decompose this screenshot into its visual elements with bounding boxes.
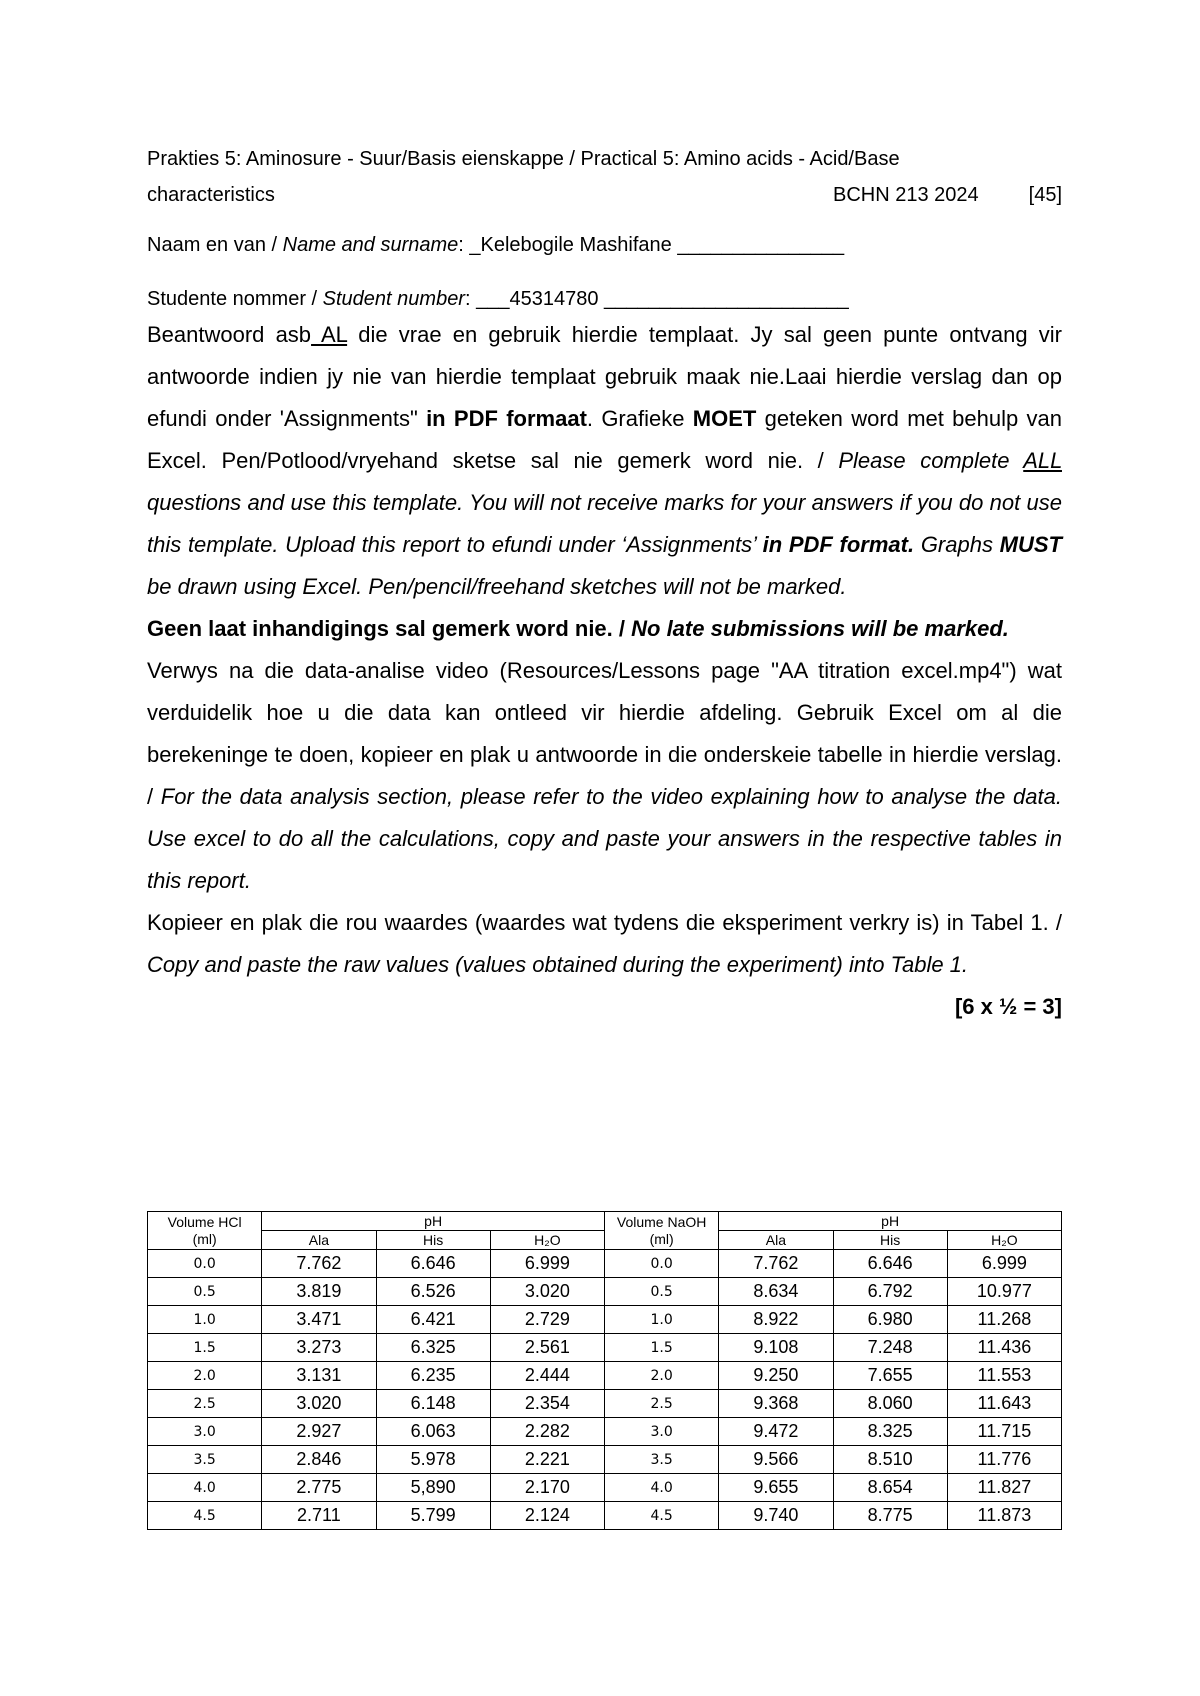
table-cell-h1: 5.978	[376, 1446, 490, 1474]
table-cell-h2: 6.980	[833, 1306, 947, 1334]
table-cell-naoh: 1.0	[605, 1306, 719, 1334]
table-cell-w2: 10.977	[947, 1278, 1061, 1306]
table-row	[148, 1362, 1062, 1390]
table-cell-w2: 6.999	[947, 1250, 1061, 1278]
table-cell-w2: 11.873	[947, 1502, 1061, 1530]
col-his: His	[376, 1231, 490, 1250]
table-cell-hcl: 2.0	[148, 1362, 262, 1390]
table-cell-a2: 8.634	[719, 1278, 833, 1306]
table-cell-naoh: 0.0	[605, 1250, 719, 1278]
table-cell-w2: 11.715	[947, 1418, 1061, 1446]
table-cell-hcl: 4.5	[148, 1502, 262, 1530]
col-ala: Ala	[719, 1231, 833, 1250]
table-cell-h1: 5,890	[376, 1474, 490, 1502]
table-cell-h2: 8.510	[833, 1446, 947, 1474]
table-cell-hcl: 0.5	[148, 1278, 262, 1306]
naoh-volume-header: Volume NaOH (ml)	[605, 1212, 719, 1250]
table-cell-h2: 6.646	[833, 1250, 947, 1278]
table-cell-h2: 8.325	[833, 1418, 947, 1446]
table-cell-hcl: 1.0	[148, 1306, 262, 1334]
col-h2o: H₂O	[490, 1231, 604, 1250]
analysis-note-paragraph: Verwys na die data-analise video (Resources/Lessons page "AA titration excel.mp4") wat verduidelik hoe u die data kan ontleed vir hierdie afdeling. Gebruik Excel om al die berekeninge te doen, kopieer en plak u antwoorde in die onderskeie tabelle in hierdie verslag. / For the data analysis section, please refer to the video explaining how to analyse the data. Use excel to do all the calculations, copy and paste your answers in the respective tables in this report.	[147, 658, 1062, 893]
table-cell-h2: 7.655	[833, 1362, 947, 1390]
name-value: : _Kelebogile Mashifane _______________	[458, 234, 845, 256]
table-cell-naoh: 2.0	[605, 1362, 719, 1390]
table-cell-w1: 2.561	[490, 1334, 604, 1362]
table-cell-a1: 2.927	[262, 1418, 376, 1446]
table-marks: [6 x ½ = 3]	[954, 994, 1062, 1019]
practical-title: Prakties 5: Aminosure - Suur/Basis eienskappe / Practical 5: Amino acids - Acid/Base	[147, 148, 900, 170]
table-cell-a2: 8.922	[719, 1306, 833, 1334]
table-cell-h2: 8.654	[833, 1474, 947, 1502]
table-row	[148, 1278, 1062, 1306]
table-cell-hcl: 3.0	[148, 1418, 262, 1446]
ph-header-hcl: pH	[262, 1212, 605, 1231]
table-cell-a1: 2.711	[262, 1502, 376, 1530]
table-cell-w2: 11.553	[947, 1362, 1061, 1390]
table-cell-a1: 3.819	[262, 1278, 376, 1306]
table-instruction-paragraph: Kopieer en plak die rou waardes (waardes wat tydens die eksperiment verkry is) in Tabel 1. / Copy and paste the raw values (values obtained during the experiment) into Table 1. [6 x ½ = 3]	[147, 902, 1062, 986]
table-cell-a2: 9.250	[719, 1362, 833, 1390]
table-cell-w1: 6.999	[490, 1250, 604, 1278]
table-cell-a1: 3.131	[262, 1362, 376, 1390]
table-cell-w1: 2.282	[490, 1418, 604, 1446]
table-row	[148, 1306, 1062, 1334]
student-number-value: : ___45314780 ______________________	[464, 288, 849, 310]
table-cell-w1: 2.221	[490, 1446, 604, 1474]
table-cell-h1: 5.799	[376, 1502, 490, 1530]
table-cell-a1: 2.846	[262, 1446, 376, 1474]
table-cell-naoh: 4.0	[605, 1474, 719, 1502]
total-marks: [45]	[1028, 184, 1062, 206]
title-continuation: characteristics	[147, 184, 275, 206]
table-cell-hcl: 1.5	[148, 1334, 262, 1362]
table-cell-h1: 6.063	[376, 1418, 490, 1446]
student-number-field: Studente nommer / Student number: ___45314780 ______________________	[147, 288, 849, 310]
instructions-paragraph: Beantwoord asb AL die vrae en gebruik hierdie templaat. Jy sal geen punte ontvang vir antwoorde indien jy nie van hierdie templaat gebruik maak nie.Laai hierdie verslag dan op efundi onder 'Assignments" in PDF formaat. Grafieke MOET geteken word met behulp van Excel. Pen/Potlood/vryehand sketse sal nie gemerk word nie. / Please complete ALL questions and use this template. You will not receive marks for your answers if you do not use this template. Upload this report to efundi under ‘Assignments’ in PDF format. Graphs MUST be drawn using Excel. Pen/pencil/freehand sketches will not be marked.	[147, 322, 1063, 599]
col-his: His	[833, 1231, 947, 1250]
col-ala: Ala	[262, 1231, 376, 1250]
table-cell-h2: 8.775	[833, 1502, 947, 1530]
table-cell-a1: 7.762	[262, 1250, 376, 1278]
table-body	[148, 1250, 1062, 1530]
table-cell-h1: 6.526	[376, 1278, 490, 1306]
table-cell-hcl: 0.0	[148, 1250, 262, 1278]
table-cell-w1: 2.354	[490, 1390, 604, 1418]
col-h2o: H₂O	[947, 1231, 1061, 1250]
titration-data-table	[147, 1211, 1062, 1530]
table-cell-a1: 2.775	[262, 1474, 376, 1502]
table-cell-h2: 6.792	[833, 1278, 947, 1306]
table-row	[148, 1474, 1062, 1502]
table-cell-w1: 2.729	[490, 1306, 604, 1334]
document-page	[147, 140, 1062, 1028]
table-cell-naoh: 4.5	[605, 1502, 719, 1530]
table-cell-hcl: 2.5	[148, 1390, 262, 1418]
table-cell-a1: 3.020	[262, 1390, 376, 1418]
table-cell-a2: 9.368	[719, 1390, 833, 1418]
hcl-volume-header: Volume HCl (ml)	[148, 1212, 262, 1250]
table-cell-a2: 7.762	[719, 1250, 833, 1278]
title-line-2	[147, 176, 1062, 214]
table-cell-h2: 8.060	[833, 1390, 947, 1418]
table-cell-w1: 3.020	[490, 1278, 604, 1306]
table-cell-h2: 7.248	[833, 1334, 947, 1362]
table-cell-naoh: 0.5	[605, 1278, 719, 1306]
table-cell-naoh: 2.5	[605, 1390, 719, 1418]
table-cell-a2: 9.655	[719, 1474, 833, 1502]
table-cell-naoh: 1.5	[605, 1334, 719, 1362]
table-cell-a2: 9.566	[719, 1446, 833, 1474]
table-cell-a2: 9.108	[719, 1334, 833, 1362]
table-cell-w2: 11.776	[947, 1446, 1061, 1474]
table-cell-hcl: 4.0	[148, 1474, 262, 1502]
table-cell-h1: 6.148	[376, 1390, 490, 1418]
table-row	[148, 1446, 1062, 1474]
table-row	[148, 1250, 1062, 1278]
table-cell-h1: 6.235	[376, 1362, 490, 1390]
name-field: Naam en van / Name and surname: _Kelebogile Mashifane _______________	[147, 234, 845, 256]
table-cell-a2: 9.472	[719, 1418, 833, 1446]
late-submission-notice: Geen laat inhandigings sal gemerk word nie. / No late submissions will be marked.	[147, 616, 1009, 641]
table-cell-w2: 11.827	[947, 1474, 1061, 1502]
table-cell-w1: 2.444	[490, 1362, 604, 1390]
table-cell-w2: 11.268	[947, 1306, 1061, 1334]
table-cell-a1: 3.273	[262, 1334, 376, 1362]
table-cell-h1: 6.421	[376, 1306, 490, 1334]
table-cell-w2: 11.643	[947, 1390, 1061, 1418]
table-cell-naoh: 3.0	[605, 1418, 719, 1446]
table-cell-h1: 6.325	[376, 1334, 490, 1362]
table-cell-w1: 2.124	[490, 1502, 604, 1530]
table-cell-w1: 2.170	[490, 1474, 604, 1502]
table-cell-h1: 6.646	[376, 1250, 490, 1278]
table-row	[148, 1390, 1062, 1418]
table-cell-naoh: 3.5	[605, 1446, 719, 1474]
table-cell-w2: 11.436	[947, 1334, 1061, 1362]
table-row	[148, 1334, 1062, 1362]
table-row	[148, 1418, 1062, 1446]
table-cell-a2: 9.740	[719, 1502, 833, 1530]
course-code: BCHN 213 2024	[832, 184, 979, 206]
ph-header-naoh: pH	[719, 1212, 1062, 1231]
table-cell-a1: 3.471	[262, 1306, 376, 1334]
table-row	[148, 1502, 1062, 1530]
table-cell-hcl: 3.5	[148, 1446, 262, 1474]
